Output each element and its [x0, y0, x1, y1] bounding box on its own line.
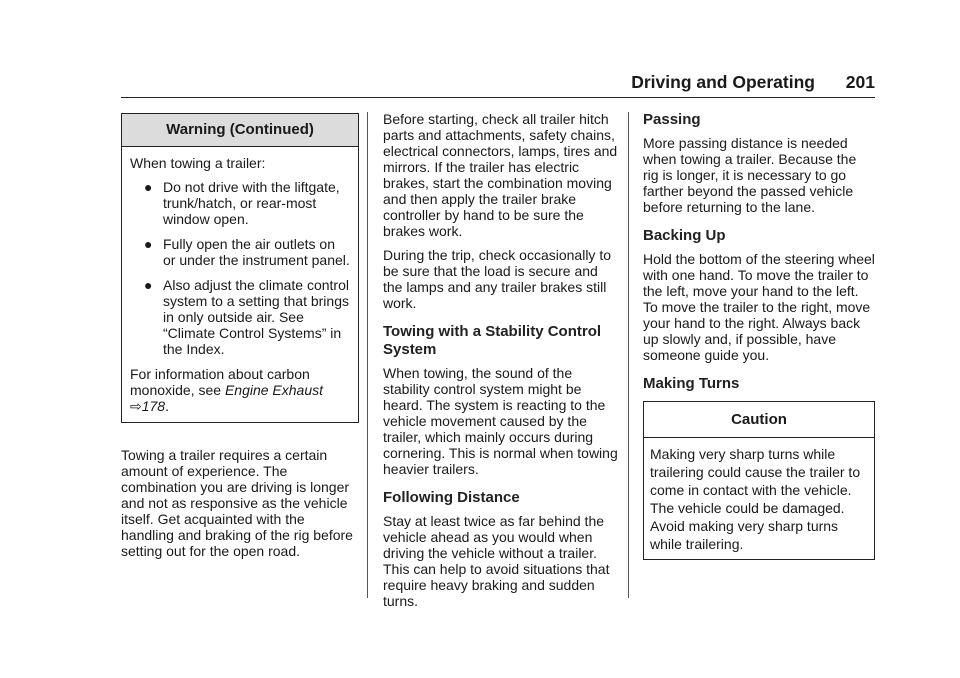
- engine-exhaust-link[interactable]: Engine Exhaust: [224, 382, 324, 398]
- page-header: [121, 70, 875, 98]
- towing-experience-text: Towing a trailer requires a certain amount of experience. The combination you are driving is longer and not as responsive as the vehicle itself. Get acquainted with the handling and braking of the rig before setting out for the open road.: [121, 447, 353, 559]
- caution-body: Making very sharp turns while trailering could cause the trailer to come in contact with the vehicle. The vehicle could be damaged. Avoid making very sharp turns while trailering.: [650, 446, 861, 552]
- following-text: Stay at least twice as far behind the vehicle ahead as you would when driving the vehicle without a trailer. This can help to avoid situations that require heavy braking and sudden turns.: [383, 513, 610, 609]
- warning-body: [122, 147, 358, 422]
- bullet-icon: ●: [144, 179, 153, 195]
- stability-text: When towing, the sound of the stability control system might be heard. The system is reacting to the vehicle movement caused by the trailer, which mainly occurs during cornering. This is normal when towing heavier trailers.: [383, 365, 618, 477]
- column-1: [121, 113, 359, 567]
- trailer-check-text: Before starting, check all trailer hitch parts and attachments, safety chains, electrical connectors, lamps, tires and mirrors. If the trailer has electric brakes, start the combination moving and then apply the trailer brake controller by hand to be sure the brakes work.: [383, 111, 618, 239]
- page-ref-arrow-icon: ⇨: [130, 398, 142, 414]
- stability-heading: Towing with a Stability Control System: [383, 323, 602, 358]
- warning-title: Warning (Continued): [122, 114, 358, 147]
- backing-text: Hold the bottom of the steering wheel with one hand. To move the trailer to the left, move your hand to the left. To move the trailer to the right, move your hand to the right. Always back up slowly and, if possible, have someone guide you.: [643, 251, 875, 363]
- warning-bullets: [130, 179, 350, 357]
- column-divider: [367, 112, 368, 598]
- trip-check-text: During the trip, check occasionally to be sure that the load is secure and the lamps and any trailer brakes still work.: [383, 247, 611, 311]
- backing-heading: Backing Up: [643, 227, 726, 244]
- warning-intro: When towing a trailer:: [130, 155, 266, 171]
- warning-bullet: ● Do not drive with the liftgate, trunk/hatch, or rear-most window open.: [144, 179, 340, 227]
- turns-heading: Making Turns: [643, 375, 740, 392]
- following-heading: Following Distance: [383, 489, 520, 506]
- warning-bullet: ● Fully open the air outlets on or under the instrument panel.: [144, 236, 350, 268]
- column-3: [643, 111, 875, 560]
- column-divider: [628, 112, 629, 598]
- bullet-icon: ●: [144, 236, 153, 252]
- caution-title: Caution: [644, 402, 874, 438]
- warning-box: [121, 113, 359, 423]
- passing-heading: Passing: [643, 111, 701, 128]
- page-number: 201: [845, 72, 875, 92]
- bullet-icon: ●: [144, 277, 153, 293]
- column-2: [383, 111, 619, 617]
- page-ref[interactable]: 178: [141, 398, 166, 414]
- warning-bullet: ● Also adjust the climate control system to a setting that brings in only outside air. See “Climate Control Systems” in the Index.: [144, 277, 349, 357]
- passing-text: More passing distance is needed when towing a trailer. Because the rig is longer, it is necessary to go farther beyond the passed vehicle before returning to the lane.: [643, 135, 857, 215]
- warning-info: For information about carbon monoxide, see Engine Exhaust ⇨178.: [130, 366, 324, 414]
- section-title: Driving and Operating: [631, 72, 815, 92]
- caution-box: [643, 401, 875, 560]
- header-rule: [121, 97, 875, 98]
